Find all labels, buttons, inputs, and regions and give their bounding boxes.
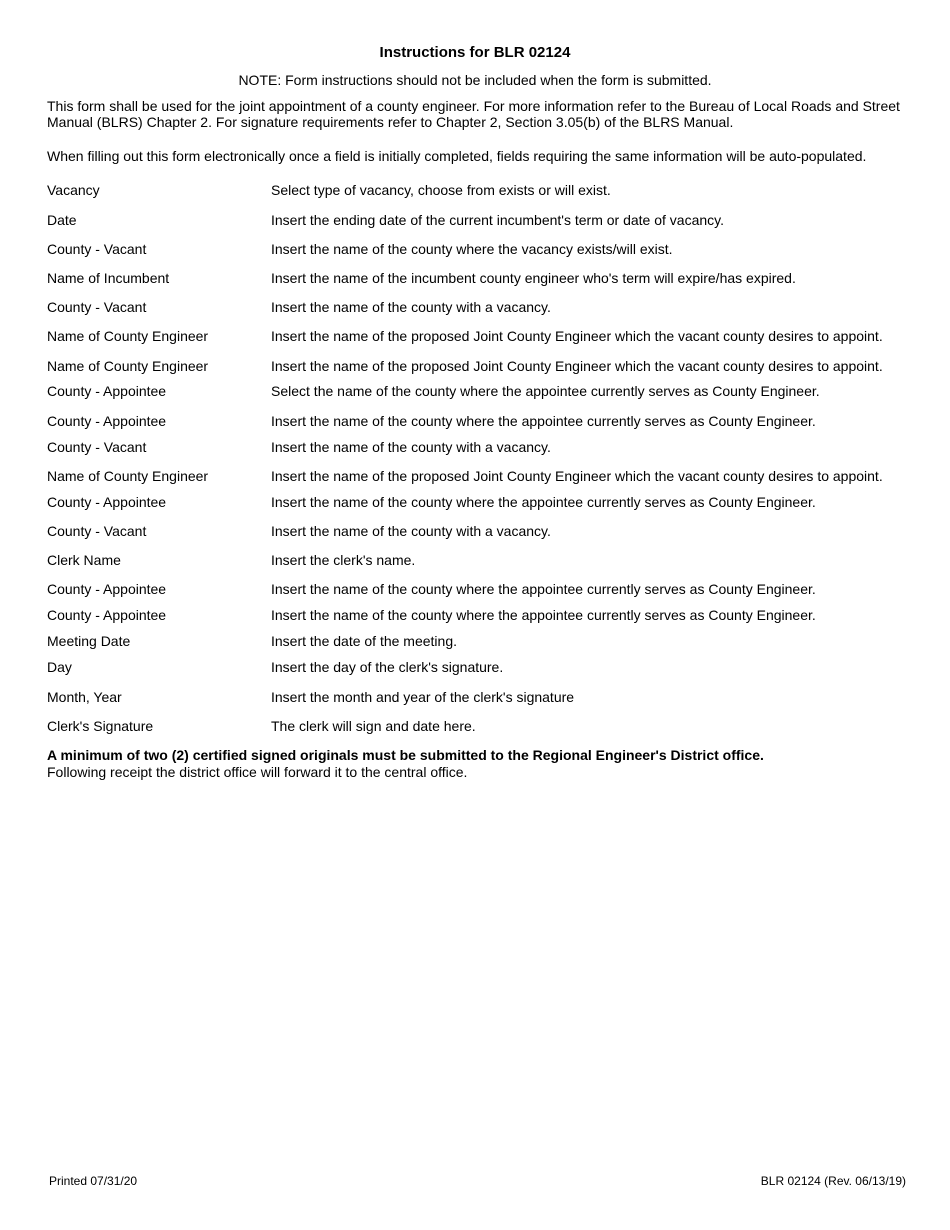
field-label: County - Vacant <box>47 241 147 257</box>
field-description: Insert the name of the incumbent county engineer who's term will expire/has expired. <box>271 270 796 286</box>
field-description: Select type of vacancy, choose from exists or will exist. <box>271 182 611 198</box>
field-description: Insert the name of the proposed Joint County Engineer which the vacant county desires to appoint. <box>271 358 883 374</box>
field-label: Clerk Name <box>47 552 121 568</box>
field-description: Insert the clerk's name. <box>271 552 416 568</box>
field-description: Insert the name of the county with a vacancy. <box>271 523 551 539</box>
field-description: Insert the name of the county with a vacancy. <box>271 299 551 315</box>
field-description: Insert the name of the county where the appointee currently serves as County Engineer. <box>271 494 816 510</box>
field-description: Select the name of the county where the appointee currently serves as County Engineer. <box>271 383 820 399</box>
field-description: Insert the name of the proposed Joint County Engineer which the vacant county desires to appoint. <box>271 328 883 344</box>
field-description: Insert the name of the county where the appointee currently serves as County Engineer. <box>271 413 816 429</box>
field-label: Clerk's Signature <box>47 718 154 734</box>
field-label: County - Appointee <box>47 494 167 510</box>
field-description: Insert the day of the clerk's signature. <box>271 659 504 675</box>
field-label: Name of County Engineer <box>47 358 209 374</box>
auto-populate-paragraph: When filling out this form electronically once a field is initially completed, fields requiring the same information will be auto-populated. <box>47 148 867 164</box>
field-label: Name of Incumbent <box>47 270 170 286</box>
field-label: Date <box>47 212 77 228</box>
field-label: Month, Year <box>47 689 122 705</box>
closing-requirement: A minimum of two (2) certified signed originals must be submitted to the Regional Engineer's District office. <box>47 747 764 763</box>
field-description: Insert the date of the meeting. <box>271 633 458 649</box>
field-description: The clerk will sign and date here. <box>271 718 476 734</box>
field-description: Insert the name of the county with a vacancy. <box>271 439 551 455</box>
field-label: Name of County Engineer <box>47 468 209 484</box>
closing-followup: Following receipt the district office will forward it to the central office. <box>47 764 468 780</box>
form-revision: BLR 02124 (Rev. 06/13/19) <box>760 1174 906 1188</box>
field-label: County - Appointee <box>47 607 167 623</box>
printed-date: Printed 07/31/20 <box>49 1174 138 1188</box>
field-label: Name of County Engineer <box>47 328 209 344</box>
submission-note: NOTE: Form instructions should not be included when the form is submitted. <box>238 72 712 88</box>
field-description: Insert the name of the proposed Joint County Engineer which the vacant county desires to appoint. <box>271 468 883 484</box>
intro-paragraph: This form shall be used for the joint appointment of a county engineer. For more information refer to the Bureau of Local Roads and Street Manual (BLRS) Chapter 2. For signature requirements refer to Chapter 2, Section 3.05(b) of the BLRS Manual. <box>47 98 900 130</box>
field-label: County - Vacant <box>47 439 147 455</box>
field-description: Insert the name of the county where the appointee currently serves as County Engineer. <box>271 607 816 623</box>
closing-statement <box>47 747 917 781</box>
field-label: County - Appointee <box>47 581 167 597</box>
field-description: Insert the ending date of the current incumbent's term or date of vacancy. <box>271 212 724 228</box>
field-label: County - Vacant <box>47 299 147 315</box>
field-label: County - Vacant <box>47 523 147 539</box>
field-label: Vacancy <box>47 182 100 198</box>
field-description: Insert the name of the county where the appointee currently serves as County Engineer. <box>271 581 816 597</box>
field-label: Day <box>47 659 72 675</box>
field-label: County - Appointee <box>47 383 167 399</box>
page-title: Instructions for BLR 02124 <box>379 44 571 61</box>
field-description: Insert the name of the county where the vacancy exists/will exist. <box>271 241 673 257</box>
field-label: Meeting Date <box>47 633 131 649</box>
field-description: Insert the month and year of the clerk's signature <box>271 689 575 705</box>
field-label: County - Appointee <box>47 413 167 429</box>
